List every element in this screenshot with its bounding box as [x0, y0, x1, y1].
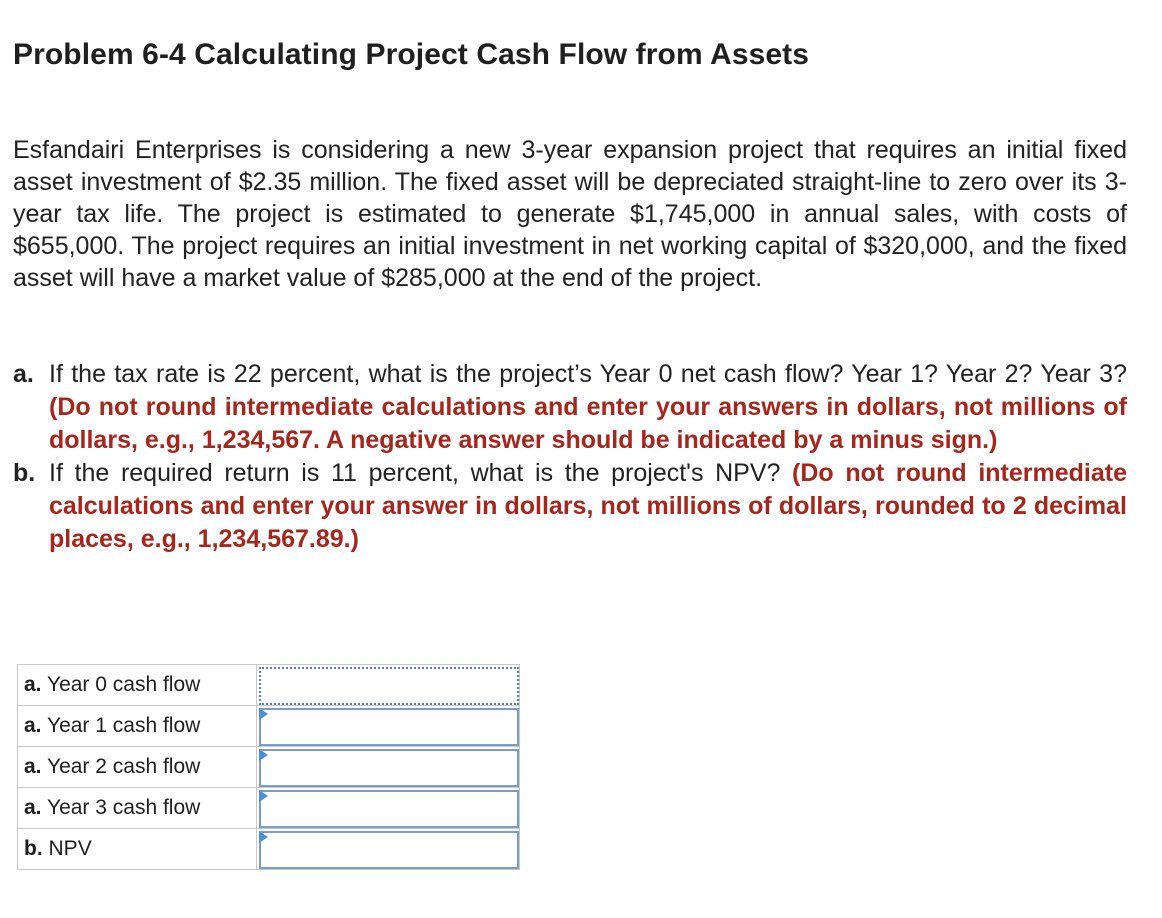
question-text: If the tax rate is 22 percent, what is the project’s Year 0 net cash flow? Year 1? Year 2? Year 3? — [49, 360, 1127, 388]
flag-icon — [259, 749, 268, 761]
row-label-text: Year 0 cash flow — [46, 673, 201, 696]
flag-icon — [259, 790, 268, 802]
question-letter: b. — [13, 459, 36, 487]
question-body — [49, 457, 1127, 556]
year-3-cash-flow-input[interactable] — [259, 790, 519, 828]
answer-cell — [257, 829, 520, 870]
answer-cell — [257, 788, 520, 829]
answer-cell — [257, 747, 520, 788]
row-label — [18, 747, 257, 788]
flag-icon — [259, 708, 268, 720]
table-row — [18, 788, 520, 829]
row-label — [18, 706, 257, 747]
answer-table — [17, 664, 520, 870]
row-label — [18, 665, 257, 706]
row-prefix: b. — [24, 837, 43, 860]
row-label-text: NPV — [48, 837, 92, 860]
year-0-cash-flow-input[interactable] — [259, 667, 519, 705]
answer-cell — [257, 706, 520, 747]
question-instruction: (Do not round intermediate calculations and enter your answers in dollars, not millions of dollars, e.g., 1,234,567. A negative answer should be indicated by a minus sign.) — [49, 393, 1127, 454]
question-instruction: (Do not round intermediate calculations and enter your answer in dollars, not millions of dollars, rounded to 2 decimal places, e.g., 1,234,567.89.) — [49, 459, 1127, 553]
row-prefix: a. — [24, 714, 42, 737]
flag-icon — [259, 831, 268, 843]
table-row — [18, 706, 520, 747]
row-label-text: Year 2 cash flow — [46, 755, 201, 778]
year-2-cash-flow-input[interactable] — [259, 749, 519, 787]
table-row — [18, 665, 520, 706]
row-label — [18, 829, 257, 870]
row-prefix: a. — [24, 673, 42, 696]
question-a — [13, 358, 1127, 457]
problem-intro: Esfandairi Enterprises is considering a new 3-year expansion project that requires an initial fixed asset investment of $2.35 million. The fixed asset will be depreciated straight-line to zero over its 3-year tax life. The project is estimated to generate $1,745,000 in annual sales, with costs of $655,000. The project requires an initial investment in net working capital of $320,000, and the fixed asset will have a market value of $285,000 at the end of the project. — [13, 136, 1127, 292]
row-label-text: Year 3 cash flow — [46, 796, 201, 819]
table-row — [18, 747, 520, 788]
question-list — [13, 358, 1127, 556]
answer-cell — [257, 665, 520, 706]
row-label — [18, 788, 257, 829]
row-prefix: a. — [24, 796, 42, 819]
page-title: Problem 6-4 Calculating Project Cash Flow from Assets — [13, 38, 810, 71]
question-body — [49, 358, 1127, 457]
question-letter: a. — [13, 360, 34, 388]
row-prefix: a. — [24, 755, 42, 778]
question-b — [13, 457, 1127, 556]
year-1-cash-flow-input[interactable] — [259, 708, 519, 746]
row-label-text: Year 1 cash flow — [46, 714, 201, 737]
npv-input[interactable] — [259, 831, 519, 869]
table-row — [18, 829, 520, 870]
question-text: If the required return is 11 percent, what is the project's NPV? — [49, 459, 793, 487]
